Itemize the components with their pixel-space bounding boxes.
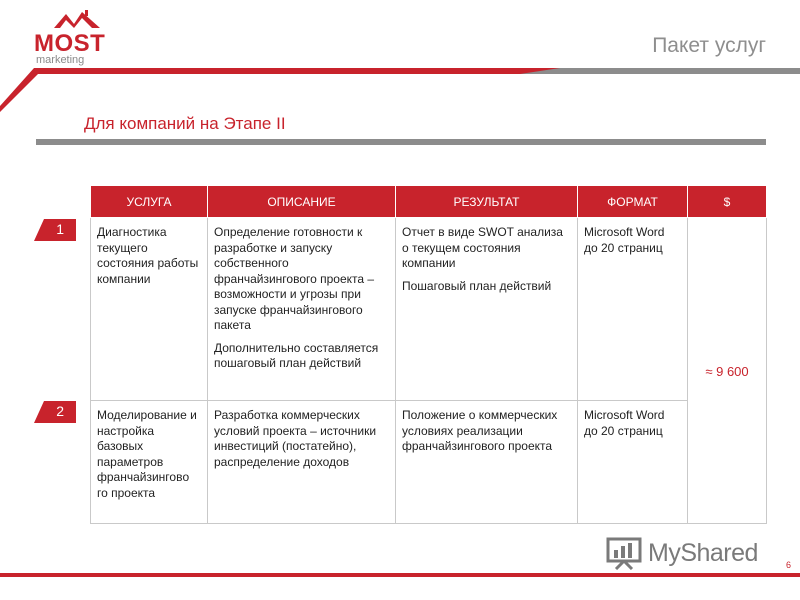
table-header-row xyxy=(91,186,767,218)
section-divider xyxy=(36,139,766,145)
row-number: 1 xyxy=(56,221,64,237)
row-number: 2 xyxy=(56,403,64,419)
presentation-board-icon xyxy=(606,536,644,570)
result-cell xyxy=(396,218,578,401)
logo-roof-icon xyxy=(54,8,100,30)
header-band xyxy=(0,62,800,112)
result-text: Положение о коммерческих условиях реализации франчайзингового проекта xyxy=(402,408,558,453)
column-header: УСЛУГА xyxy=(91,186,208,218)
row-marker-2 xyxy=(34,401,76,423)
logo-main-text: MOST xyxy=(34,30,106,57)
description-text: Определение готовности к разработке и запуску собственного франчайзингового проекта – возможности и угрозы при запуске франчайзингового пакета xyxy=(214,225,375,332)
description-text: Дополнительно составляется пошаговый план действий xyxy=(214,340,379,370)
watermark-text: MyShared xyxy=(648,539,758,567)
format-cell: Microsoft Word до 20 страниц xyxy=(578,401,688,524)
watermark xyxy=(606,536,766,570)
table-row xyxy=(91,218,767,401)
logo-sub-text: marketing xyxy=(36,54,85,66)
service-cell: Диагностика текущего состояния работы компании xyxy=(91,218,208,401)
row-marker-1 xyxy=(34,219,76,241)
service-cell: Моделирование и настройка базовых параметров франчайзинговo го проекта xyxy=(91,401,208,524)
marker-shape-icon xyxy=(34,219,76,241)
description-cell xyxy=(208,401,396,524)
price-cell: ≈ 9 600 xyxy=(688,218,767,524)
page-number: 6 xyxy=(786,560,792,570)
result-text: Отчет в виде SWOT анализа о текущем состояния компании xyxy=(402,225,563,270)
format-cell: Microsoft Word до 20 страниц xyxy=(578,218,688,401)
result-cell xyxy=(396,401,578,524)
marker-shape-icon xyxy=(34,401,76,423)
column-header: РЕЗУЛЬТАТ xyxy=(396,186,578,218)
column-header: $ xyxy=(688,186,767,218)
section-title: Для компаний на Этапе II xyxy=(84,114,286,133)
description-cell xyxy=(208,218,396,401)
table-row xyxy=(91,401,767,524)
logo xyxy=(34,8,124,64)
footer-divider xyxy=(0,573,800,577)
services-table xyxy=(90,185,767,524)
page-title: Пакет услуг xyxy=(652,34,766,57)
column-header: ОПИСАНИЕ xyxy=(208,186,396,218)
column-header: ФОРМАТ xyxy=(578,186,688,218)
result-text: Пошаговый план действий xyxy=(402,278,552,293)
description-text: Разработка коммерческих условий проекта – источники инвестиций (постатейно), распределение доходов xyxy=(214,408,377,469)
